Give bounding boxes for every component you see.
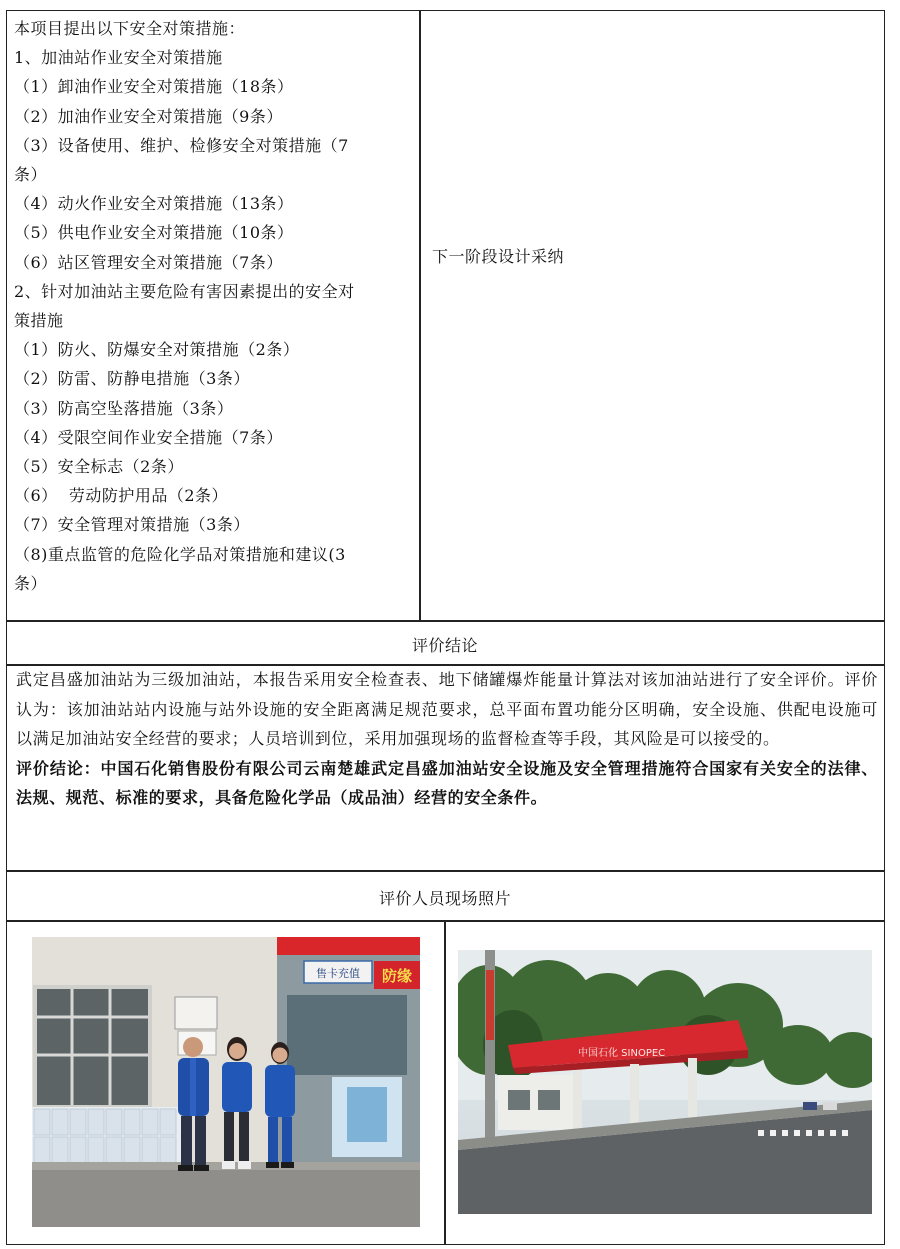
measures-list <box>14 14 414 598</box>
measures-line: 条） <box>14 165 48 185</box>
measures-line: （7）安全管理对策措施（3条） <box>14 515 250 535</box>
measures-line: 条） <box>14 573 48 593</box>
measures-line: 2、针对加油站主要危险有害因素提出的安全对 <box>14 281 355 301</box>
measures-line: （4）受限空间作业安全措施（7条） <box>14 427 283 447</box>
conclusion-body: 武定昌盛加油站为三级加油站，本报告采用安全检查表、地下储罐爆炸能量计算法对该加油站进行了安全评价。评价认为：该加油站站内设施与站外设施的安全距离满足规范要求，总平面布置功能分区明确，安全设施、供配电设施可以满足加油站安全经营的要求；人员培训到位，采用加强现场的监督检查等手段，其风险是可以接受的。 <box>16 670 878 748</box>
canopy-brand-text: 中国石化 SINOPEC <box>578 1048 666 1059</box>
conclusion-text <box>16 665 878 813</box>
measures-line: 策措施 <box>14 311 64 331</box>
divider-row-4 <box>6 920 885 922</box>
store-banner-text: 防缘 <box>381 967 413 985</box>
staff-photo-drawing <box>32 937 420 1227</box>
station-photo-drawing <box>458 950 872 1214</box>
measures-line: （1）防火、防爆安全对策措施（2条） <box>14 340 300 360</box>
measures-line: （4）动火作业安全对策措施（13条） <box>14 194 294 214</box>
measures-line: （2）防雷、防静电措施（3条） <box>14 369 250 389</box>
measures-line: （2）加油作业安全对策措施（9条） <box>14 106 283 126</box>
staff-photo <box>32 937 420 1227</box>
conclusion-heading: 评价结论 <box>411 636 478 655</box>
measures-line: （1）卸油作业安全对策措施（18条） <box>14 77 294 97</box>
divider-measures <box>419 10 421 620</box>
measures-line: （5）安全标志（2条） <box>14 457 184 477</box>
measures-line: （6） 劳动防护用品（2条） <box>14 486 229 506</box>
measures-line: （3）防高空坠落措施（3条） <box>14 398 234 418</box>
measures-line: 1、加油站作业安全对策措施 <box>14 48 223 68</box>
photos-heading: 评价人员现场照片 <box>378 889 511 908</box>
divider-row-3 <box>6 870 885 872</box>
measures-line: （5）供电作业安全对策措施（10条） <box>14 223 294 243</box>
divider-row-1 <box>6 620 885 622</box>
measures-line: （3）设备使用、维护、检修安全对策措施（7 <box>14 135 349 155</box>
conclusion-verdict: 评价结论：中国石化销售股份有限公司云南楚雄武定昌盛加油站安全设施及安全管理措施符合国家有关安全的法律、法规、规范、标准的要求，具备危险化学品（成品油）经营的安全条件。 <box>16 758 878 807</box>
station-photo <box>458 950 872 1214</box>
measures-line: （8)重点监管的危险化学品对策措施和建议(3 <box>14 544 346 564</box>
adoption-status: 下一阶段设计采纳 <box>432 247 565 266</box>
store-sign-text: 售卡充值 <box>316 967 360 980</box>
divider-photos <box>444 920 446 1245</box>
measures-line: 本项目提出以下安全对策措施： <box>14 19 246 38</box>
measures-line: （6）站区管理安全对策措施（7条） <box>14 252 283 272</box>
